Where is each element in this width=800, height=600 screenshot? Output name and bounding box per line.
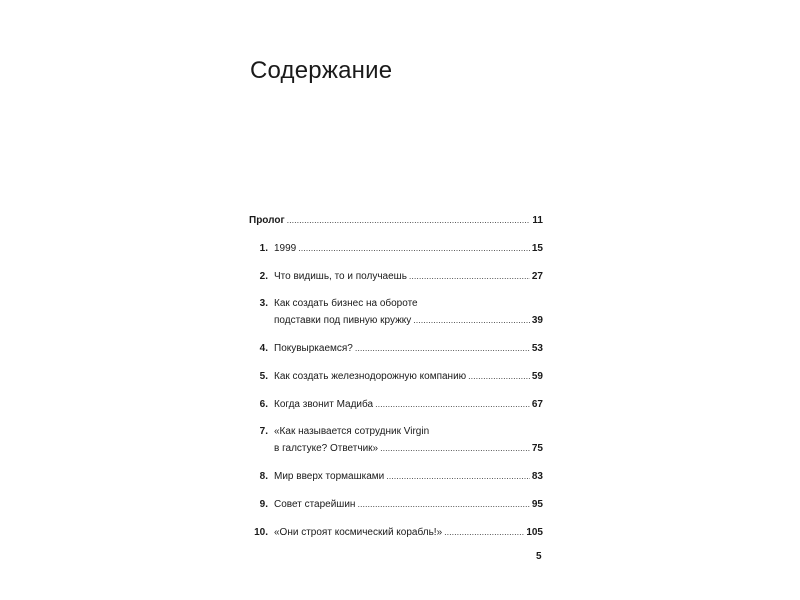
toc-entry-9: [249, 496, 543, 513]
toc-page-number: 39: [531, 315, 543, 326]
toc-chapter-number: 2.: [259, 271, 268, 282]
toc-leader-dots: [444, 524, 524, 540]
toc-page-number: 53: [531, 343, 543, 354]
toc-entry-title: Покувыркаемся?: [274, 343, 353, 354]
toc-leader-dots: [386, 468, 530, 484]
toc-chapter-number: 1.: [259, 243, 268, 254]
toc-entry-title-line-2: в галстуке? Ответчик»: [274, 443, 379, 454]
toc-entry-title: Мир вверх тормашками: [274, 471, 385, 482]
toc-leader-dots: [380, 440, 530, 456]
toc-page-number: 105: [526, 527, 543, 538]
toc-entry-title-line-2: подставки под пивную кружку: [274, 315, 412, 326]
toc-page-number: 11: [532, 215, 543, 226]
toc-entry-title: Когда звонит Мадиба: [274, 399, 374, 410]
toc-leader-dots: [357, 496, 529, 512]
toc-chapter-number: 6.: [259, 399, 268, 410]
toc-leader-dots: [409, 268, 530, 284]
toc-entry-6: [249, 396, 543, 413]
page-number: 5: [536, 551, 542, 562]
toc-entry-8: [249, 468, 543, 485]
toc-page-number: 59: [531, 371, 543, 382]
page-title: Содержание: [250, 57, 393, 84]
toc-entry-title-line-1: «Как называется сотрудник Virgin: [274, 426, 430, 437]
toc-page-number: 15: [531, 243, 543, 254]
toc-page-number: 75: [531, 443, 543, 454]
toc-entry-10: [249, 524, 543, 541]
toc-page-number: 67: [531, 399, 543, 410]
toc-chapter-number: 3.: [259, 298, 268, 309]
toc-entry-title: «Они строят космический корабль!»: [274, 527, 443, 538]
toc-page-number: 27: [531, 271, 543, 282]
toc-entry-4: [249, 340, 543, 357]
toc-leader-dots: [287, 212, 531, 228]
toc-chapter-number: 9.: [259, 499, 268, 510]
toc-entry-title: Что видишь, то и получаешь: [274, 271, 407, 282]
toc-entry-7: [249, 424, 543, 457]
toc-chapter-number: 4.: [259, 343, 268, 354]
toc-entry-title: Пролог: [249, 215, 285, 226]
toc-leader-dots: [375, 396, 530, 412]
toc-chapter-number: 10.: [254, 527, 268, 538]
toc-entry-title-line-1: Как создать бизнес на обороте: [274, 298, 418, 309]
toc-entry-1: [249, 240, 543, 257]
toc-entry-title: 1999: [274, 243, 297, 254]
toc-entry-3: [249, 296, 543, 329]
toc-chapter-number: 5.: [259, 371, 268, 382]
toc-chapter-number: 8.: [259, 471, 268, 482]
toc-leader-dots: [413, 312, 530, 328]
toc-entry-5: [249, 368, 543, 385]
toc-leader-dots: [468, 368, 530, 384]
toc-entry-title: Как создать железнодорожную компанию: [274, 371, 467, 382]
toc-entry-2: [249, 268, 543, 285]
toc-page-number: 83: [531, 471, 543, 482]
toc-chapter-number: 7.: [259, 426, 268, 437]
toc-entry-prolog: [249, 212, 543, 229]
toc-leader-dots: [355, 340, 530, 356]
toc-entry-title: Совет старейшин: [274, 499, 356, 510]
toc-page-number: 95: [531, 499, 543, 510]
toc-leader-dots: [298, 240, 530, 256]
